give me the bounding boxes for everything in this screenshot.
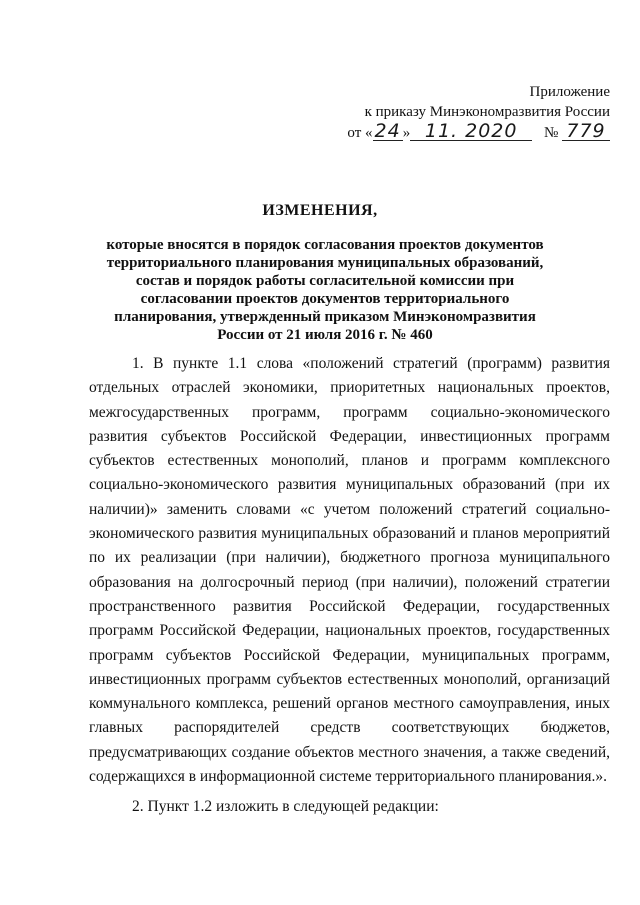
appendix-block bbox=[347, 82, 610, 143]
handwritten-month-year: 11. 2020 bbox=[410, 122, 532, 141]
document-title: ИЗМЕНЕНИЯ, bbox=[262, 202, 378, 219]
appendix-order-reference: к приказу Минэкономразвития России bbox=[364, 104, 610, 120]
paragraph-2: 2. Пункт 1.2 изложить в следующей редакции: bbox=[132, 798, 439, 816]
document-subtitle: которые вносятся в порядок согласования проектов документов территориального планирования муниципальных образований, состав и порядок работы согласительной комиссии при согласовании проектов документов территориального планирования, утвержденный приказом Минэкономразвития России от 21 июля 2016 г. № 460 bbox=[106, 237, 544, 343]
document-body bbox=[89, 352, 610, 820]
date-prefix: от « bbox=[347, 125, 373, 141]
handwritten-order-number: 779 bbox=[562, 122, 610, 141]
paragraph-1: 1. В пункте 1.1 слова «положений стратегий (программ) развития отдельных отраслей экономики, приоритетных национальных проектов, межгосударственных программ, программ социально-экономического развития субъектов Российской Федерации, инвестиционных программ субъектов естественных монополий, планов и программ комплексного социально-экономического развития муниципальных образований (при их наличии)» заменить словами «с учетом положений стратегий социально-экономического развития муниципальных образований и планов мероприятий по их реализации (при наличии), бюджетного прогноза муниципального образования на долгосрочный период (при наличии), положений стратегии пространственного развития Российской Федерации, государственных программ Российской Федерации, национальных проектов, государственных программ субъектов Российской Федерации, муниципальных программ, инвестиционных программ субъектов естественных монополий, организаций коммунального комплекса, решений органов местного самоуправления, иных главных распорядителей средств соответствующих бюджетов, предусматривающих создание объектов местного значения, а также сведений, содержащихся в информационной системе территориального планирования.». bbox=[89, 355, 610, 786]
number-label: № bbox=[543, 125, 559, 141]
appendix-date-number-line bbox=[347, 122, 610, 143]
appendix-label: Приложение bbox=[529, 84, 610, 100]
date-quote-close: » bbox=[402, 125, 411, 141]
handwritten-day: 24 bbox=[374, 120, 401, 142]
